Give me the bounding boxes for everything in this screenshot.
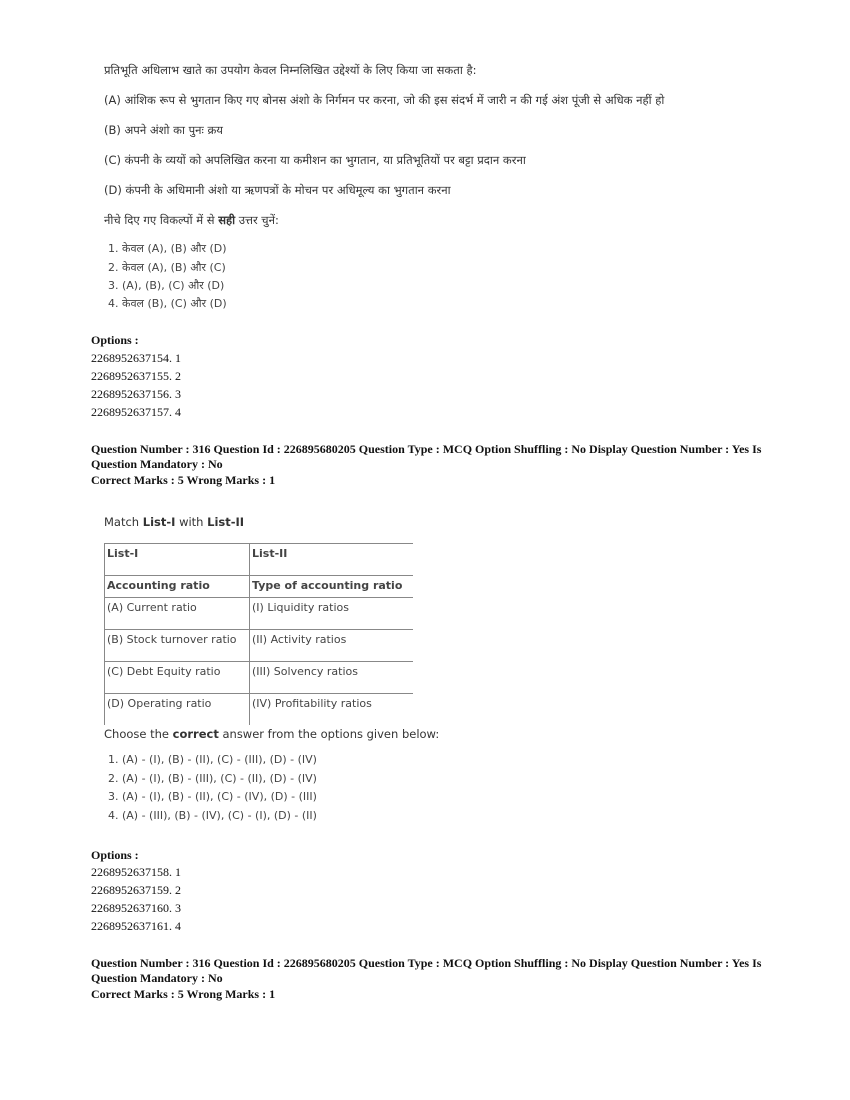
table-cell: (C) Debt Equity ratio — [105, 662, 250, 694]
option-id: 2268952637157. 4 — [91, 405, 181, 419]
marks-meta: Correct Marks : 5 Wrong Marks : 1 — [91, 987, 276, 1001]
table-subheader: Accounting ratio — [105, 576, 250, 598]
table-cell: (A) Current ratio — [105, 598, 250, 630]
instruction-pre: नीचे दिए गए विकल्पों में से — [104, 213, 219, 227]
option-id: 2268952637158. 1 — [91, 865, 181, 879]
table-cell: (III) Solvency ratios — [250, 662, 414, 694]
choice-4: 4. (A) - (III), (B) - (IV), (C) - (I), (D) - (II) — [108, 809, 317, 822]
table-cell: (I) Liquidity ratios — [250, 598, 414, 630]
question-stem — [104, 515, 244, 529]
instruction — [104, 727, 439, 741]
options-label: Options : — [91, 848, 139, 862]
choice-1: 1. (A) - (I), (B) - (II), (C) - (III), (D) - (IV) — [108, 753, 317, 766]
statement-b: (B) अपने अंशो का पुनः क्रय — [104, 123, 223, 137]
choice-3: 3. (A) - (I), (B) - (II), (C) - (IV), (D) - (III) — [108, 790, 317, 803]
option-id: 2268952637160. 3 — [91, 901, 181, 915]
instruction-post: उत्तर चुनें: — [235, 213, 279, 227]
table-cell: (II) Activity ratios — [250, 630, 414, 662]
option-id: 2268952637155. 2 — [91, 369, 181, 383]
table-cell: (IV) Profitability ratios — [250, 694, 414, 726]
choice-2: 2. (A) - (I), (B) - (III), (C) - (II), (D) - (IV) — [108, 772, 317, 785]
choice-3: 3. (A), (B), (C) और (D) — [108, 279, 225, 292]
table-row — [105, 694, 414, 726]
table-row — [105, 630, 414, 662]
marks-meta: Correct Marks : 5 Wrong Marks : 1 — [91, 473, 276, 487]
table-cell: (D) Operating ratio — [105, 694, 250, 726]
question-meta: Question Number : 316 Question Id : 226895680205 Question Type : MCQ Option Shuffling : No Display Question Number : Yes Is — [91, 442, 762, 456]
instruction-pre: Choose the — [104, 727, 173, 741]
table-cell: (B) Stock turnover ratio — [105, 630, 250, 662]
instruction-post: answer from the options given below: — [218, 727, 440, 741]
question-meta: Question Mandatory : No — [91, 971, 223, 985]
option-id: 2268952637154. 1 — [91, 351, 181, 365]
question-meta: Question Number : 316 Question Id : 226895680205 Question Type : MCQ Option Shuffling : No Display Question Number : Yes Is — [91, 956, 762, 970]
option-id: 2268952637159. 2 — [91, 883, 181, 897]
stem-part: List-I — [142, 515, 176, 529]
stem-part: Match — [104, 515, 143, 529]
choice-4: 4. केवल (B), (C) और (D) — [108, 297, 227, 310]
statement-d: (D) कंपनी के अधिमानी अंशो या ऋणपत्रों के मोचन पर अधिमूल्य का भुगतान करना — [104, 183, 451, 197]
match-table — [104, 543, 413, 725]
statement-a: (A) आंशिक रूप से भुगतान किए गए बोनस अंशो के निर्गमन पर करना, जो की इस संदर्भ में जारी न की गई अंश पूंजी से अधिक नहीं हो — [104, 93, 665, 107]
table-header: List-II — [250, 544, 414, 576]
stem-part: List-II — [207, 515, 245, 529]
statement-c: (C) कंपनी के व्ययों को अपलिखित करना या कमीशन का भुगतान, या प्रतिभूतियों पर बट्टा प्रदान करना — [104, 153, 526, 167]
option-id: 2268952637156. 3 — [91, 387, 181, 401]
question-meta: Question Mandatory : No — [91, 457, 223, 471]
stem-part: with — [175, 515, 208, 529]
question-stem: प्रतिभूति अधिलाभ खाते का उपयोग केवल निम्नलिखित उद्देश्यों के लिए किया जा सकता है: — [104, 63, 477, 77]
instruction-bold: correct — [172, 727, 219, 741]
instruction — [104, 213, 279, 228]
table-row — [105, 598, 414, 630]
table-header: List-I — [105, 544, 250, 576]
option-id: 2268952637161. 4 — [91, 919, 181, 933]
options-label: Options : — [91, 333, 139, 347]
choice-2: 2. केवल (A), (B) और (C) — [108, 261, 226, 274]
table-subheader: Type of accounting ratio — [250, 576, 414, 598]
table-row — [105, 662, 414, 694]
instruction-bold: सही — [218, 213, 236, 227]
choice-1: 1. केवल (A), (B) और (D) — [108, 242, 227, 255]
